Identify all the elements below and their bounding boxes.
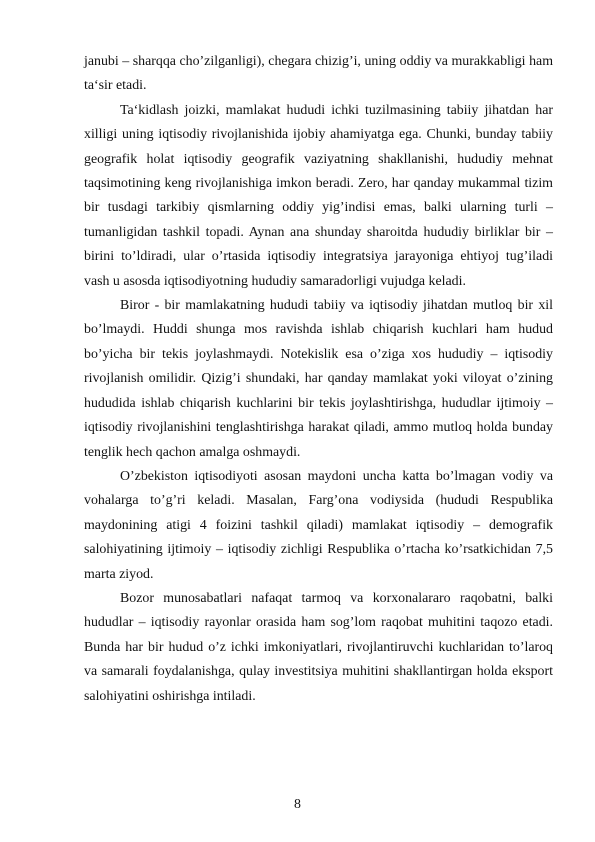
paragraph: Biror - bir mamlakatning hududi tabiiy va iqtisodiy jihatdan mutloq bir xil bo’lmaydi. Huddi shunga mos ravishda ishlab chiqarish kuchlari ham hudud bo’yicha bir tekis joylashmaydi. Notekislik esa o’ziga xos hududiy – iqtisodiy rivojlanish omilidir. Qizig’i shundaki, har qanday mamlakat yoki viloyat o’zining hududida ishlab chiqarish kuchlarini bir tekis joylashtirishga, hududlar ijtimoiy – iqtisodiy rivojlanishini tenglashtirishga harakat qiladi, ammo mutloq holda bunday tenglik hech qachon amalga oshmaydi.: [84, 298, 553, 460]
paragraph-continuation: janubi – sharqqa cho’zilganligi), chegara chizig’i, uning oddiy va murakkabligi ham ta‘sir etadi.: [84, 54, 553, 94]
paragraph: O’zbekiston iqtisodiyoti asosan maydoni uncha katta bo’lmagan vodiy va vohalarga to’g’ri keladi. Masalan, Farg’ona vodiysida (hududi Respublika maydonining atigi 4 foizini tashkil qiladi) mamlakat iqtisodiy – demografik salohiyatining ijtimoiy – iqtisodiy zichligi Respublika o’rtacha ko’rsatkichidan 7,5 marta ziyod.: [84, 468, 553, 582]
page-body: [84, 50, 553, 709]
paragraph: Ta‘kidlash joizki, mamlakat hududi ichki tuzilmasining tabiiy jihatdan har xilligi uning iqtisodiy rivojlanishida ijobiy ahamiyatga ega. Chunki, bunday tabiiy geografik holat iqtisodiy geografik vaziyatning shakllanishi, hududiy mehnat taqsimotining keng rivojlanishiga imkon beradi. Zero, har qanday mukammal tizim bir tusdagi tarkibiy qismlarning oddiy yig’indisi emas, balki ularning turli – tumanligidan tashkil topadi. Aynan ana shunday sharoitda hududiy birliklar bir – birini to’ldiradi, ular o’rtasida iqtisodiy integratsiya jarayoniga ehtiyoj tug’iladi vash u asosda iqtisodiyotning hududiy samaradorligi vujudga keladi.: [84, 102, 553, 289]
paragraph: Bozor munosabatlari nafaqat tarmoq va korxonalararo raqobatni, balki hududlar – iqtisodiy rayonlar orasida ham sog’lom raqobat muhitini taqozo etadi. Bunda har bir hudud o’z ichki imkoniyatlari, rivojlantiruvchi kuchlaridan to’laroq va samarali foydalanishga, qulay investitsiya muhitini shakllantirgan holda eksport salohiyatini oshirishga intiladi.: [84, 590, 553, 704]
page-number: 8: [294, 797, 301, 812]
